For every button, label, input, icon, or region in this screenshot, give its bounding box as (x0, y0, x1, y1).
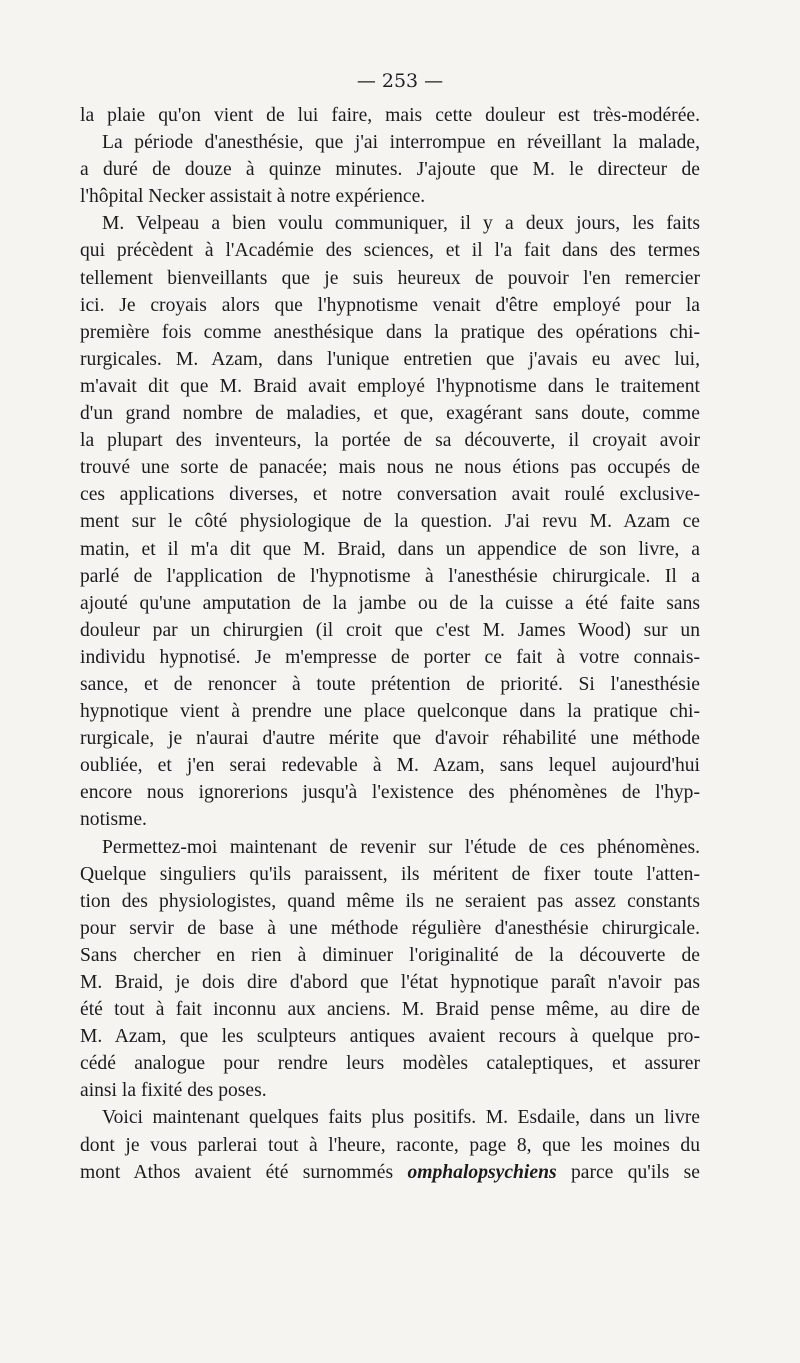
text-line: d'un grand nombre de maladies, et que, exagérant sans doute, comme (80, 403, 700, 425)
text-line: parlé de l'application de l'hypnotisme à l'anesthésie chirurgicale. Il a (80, 565, 700, 587)
text-segment: mont Athos avaient été surnommés (80, 1161, 408, 1183)
text-line: Sans chercher en rien à diminuer l'originalité de la découverte de (80, 944, 700, 966)
text-line: douleur par un chirurgien (il croit que c'est M. James Wood) sur un (80, 619, 700, 641)
text-line: ici. Je croyais alors que l'hypnotisme venait d'être employé pour la (80, 294, 700, 316)
text-line: été tout à fait inconnu aux anciens. M. Braid pense même, au dire de (80, 999, 700, 1021)
text-line: trouvé une sorte de panacée; mais nous ne nous étions pas occupés de (80, 457, 700, 479)
text-line: pour servir de base à une méthode régulière d'anesthésie chirurgicale. (80, 917, 700, 939)
page-number: — 253 — (356, 70, 444, 92)
text-line: l'hôpital Necker assistait à notre expérience. (80, 186, 426, 208)
text-line: ment sur le côté physiologique de la question. J'ai revu M. Azam ce (80, 511, 700, 533)
text-line: M. Velpeau a bien voulu communiquer, il y a deux jours, les faits (102, 213, 700, 235)
text-line: notisme. (80, 809, 147, 831)
text-line: Quelque singuliers qu'ils paraissent, ils méritent de fixer toute l'atten- (80, 863, 700, 885)
text-line: tellement bienveillants que je suis heureux de pouvoir l'en remercier (80, 267, 700, 289)
text-line: première fois comme anesthésique dans la pratique des opérations chi- (80, 321, 700, 343)
text-line: qui précèdent à l'Académie des sciences, et il l'a fait dans des termes (80, 240, 700, 262)
text-line: dont je vous parlerai tout à l'heure, raconte, page 8, que les moines du (80, 1134, 700, 1156)
text-line: m'avait dit que M. Braid avait employé l'hypnotisme dans le traitement (80, 375, 700, 397)
text-line: tion des physiologistes, quand même ils ne seraient pas assez constants (80, 890, 700, 912)
text-line-final (80, 1159, 700, 1186)
text-line: cédé analogue pour rendre leurs modèles cataleptiques, et assurer (80, 1053, 700, 1075)
text-line: rurgicales. M. Azam, dans l'unique entretien que j'avais eu avec lui, (80, 348, 700, 370)
text-line: encore nous ignorerions jusqu'à l'existence des phénomènes de l'hyp- (80, 782, 700, 804)
text-line: ainsi la fixité des poses. (80, 1080, 267, 1102)
text-line: ajouté qu'une amputation de la jambe ou de la cuisse a été faite sans (80, 592, 700, 614)
text-line: Voici maintenant quelques faits plus positifs. M. Esdaile, dans un livre (102, 1107, 700, 1129)
text-line: sance, et de renoncer à toute prétention de priorité. Si l'anesthésie (80, 673, 700, 695)
text-line: M. Azam, que les sculpteurs antiques avaient recours à quelque pro- (80, 1026, 700, 1048)
text-line: M. Braid, je dois dire d'abord que l'état hypnotique paraît n'avoir pas (80, 972, 700, 993)
text-line: rurgicale, je n'aurai d'autre mérite que d'avoir réhabilité une méthode (80, 728, 700, 750)
text-line: oubliée, et j'en serai redevable à M. Azam, sans lequel aujourd'hui (80, 755, 700, 777)
text-segment: parce qu'ils se (556, 1161, 700, 1183)
text-line: La période d'anesthésie, que j'ai interrompue en réveillant la malade, (102, 132, 700, 154)
text-line: la plaie qu'on vient de lui faire, mais cette douleur est très-modérée. (80, 105, 700, 126)
text-line: Permettez-moi maintenant de revenir sur l'étude de ces phénomènes. (102, 836, 700, 858)
text-line: matin, et il m'a dit que M. Braid, dans un appendice de son livre, a (80, 538, 700, 560)
page-body-text (80, 102, 700, 1186)
text-line: a duré de douze à quinze minutes. J'ajoute que M. le directeur de (80, 159, 700, 181)
text-line: ces applications diverses, et notre conversation avait roulé exclusive- (80, 484, 700, 506)
text-line: individu hypnotisé. Je m'empresse de porter ce fait à votre connais- (80, 646, 700, 668)
text-line: hypnotique vient à prendre une place quelconque dans la pratique chi- (80, 701, 700, 723)
text-line: la plupart des inventeurs, la portée de sa découverte, il croyait avoir (80, 430, 700, 452)
italic-term: omphalopsychiens (407, 1161, 557, 1183)
